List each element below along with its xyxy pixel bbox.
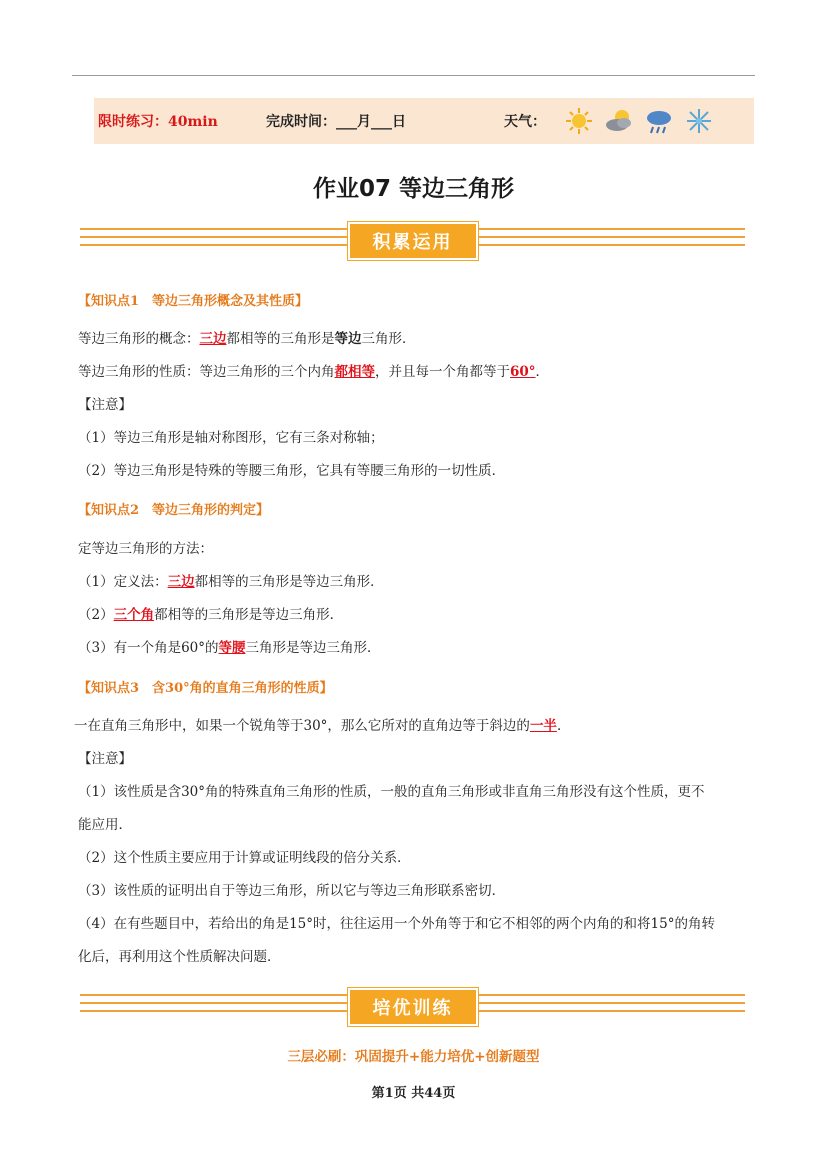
weather-section <box>504 106 714 136</box>
note-item-continued: 能应用． <box>78 817 132 833</box>
answer-blank: 三边 <box>167 574 195 590</box>
note-item: （1）该性质是含30°角的特殊直角三角形的性质，一般的直角三角形或非直角三角形没有这个性质，更不 <box>78 784 705 800</box>
banner-label: 积累运用 <box>348 222 478 260</box>
completion-time-label: 完成时间：___月___日 <box>266 114 406 130</box>
snow-icon <box>684 106 714 136</box>
method-item: （2）三个角都相等的三角形是等边三角形． <box>78 607 344 623</box>
method-item: （3）有一个角是60°的等腰三角形是等边三角形． <box>78 640 381 656</box>
rain-icon <box>644 106 674 136</box>
statement-line: 一在直角三角形中，如果一个锐角等于30°，那么它所对的直角边等于斜边的一半． <box>74 718 571 734</box>
knowledge-point-1-heading: 【知识点1 等边三角形概念及其性质】 <box>78 294 309 309</box>
section-banner-training <box>80 988 745 1028</box>
knowledge-point-2-heading: 【知识点2 等边三角形的判定】 <box>78 503 270 518</box>
top-rule <box>72 75 755 76</box>
note-item-continued: 化后，再利用这个性质解决问题． <box>78 949 281 965</box>
note-item: （3）该性质的证明出自于等边三角形，所以它与等边三角形联系密切． <box>78 883 506 899</box>
note-item: （1）等边三角形是轴对称图形，它有三条对称轴； <box>78 430 384 446</box>
page-title: 作业07 等边三角形 <box>312 176 514 202</box>
answer-blank: 三边 <box>199 331 227 347</box>
section-banner-accumulate <box>80 222 745 262</box>
cloudy-icon <box>604 106 634 136</box>
property-line: 等边三角形的性质：等边三角形的三个内角都相等，并且每一个角都等于60°． <box>78 364 550 380</box>
note-label: 【注意】 <box>78 751 132 767</box>
practice-tiers: 三层必刷：巩固提升+能力培优+创新题型 <box>287 1049 540 1065</box>
answer-blank: 60° <box>510 364 536 380</box>
method-intro: 定等边三角形的方法： <box>78 541 213 557</box>
weather-label: 天气： <box>504 114 546 130</box>
sun-icon <box>564 106 594 136</box>
note-item: （4）在有些题目中，若给出的角是15°时，往往运用一个外角等于和它不相邻的两个内角的和将15°的角转 <box>78 916 715 932</box>
note-item: （2）等边三角形是特殊的等腰三角形，它具有等腰三角形的一切性质． <box>78 463 506 479</box>
note-label: 【注意】 <box>78 397 132 413</box>
method-item: （1）定义法：三边都相等的三角形是等边三角形． <box>78 574 384 590</box>
info-bar <box>94 98 754 144</box>
answer-blank: 都相等 <box>334 364 375 380</box>
answer-blank: 一半 <box>529 718 557 734</box>
knowledge-point-3-heading: 【知识点3 含30°角的直角三角形的性质】 <box>78 681 333 696</box>
note-item: （2）这个性质主要应用于计算或证明线段的倍分关系． <box>78 850 411 866</box>
answer-blank: 等腰 <box>218 640 246 656</box>
time-limit-label: 限时练习：40min <box>98 114 218 130</box>
banner-label: 培优训练 <box>348 988 478 1026</box>
answer-blank: 三个角 <box>113 607 155 623</box>
definition-line: 等边三角形的概念：三边都相等的三角形是等边三角形． <box>78 331 416 347</box>
page-number: 第1页 共44页 <box>371 1086 456 1101</box>
